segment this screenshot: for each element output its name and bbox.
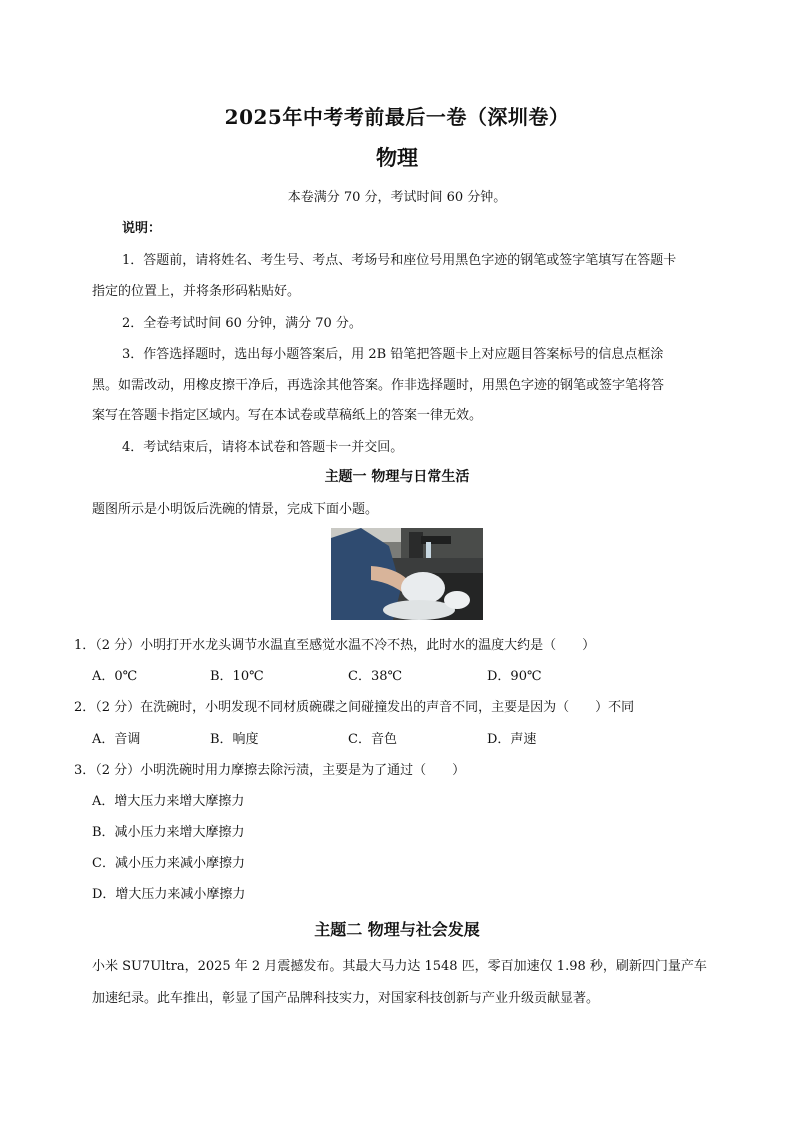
topic-2-paragraph-line: 小米 SU7Ultra，2025 年 2 月震撼发布。其最大马力达 1548 匹，零百加速仅 1.98 秒，刷新四门量产车 bbox=[92, 959, 707, 974]
instruction-line: 黑。如需改动，用橡皮擦干净后，再选涂其他答案。作非选择题时，用黑色字迹的钢笔或签字笔将答 bbox=[92, 378, 665, 393]
question-3-option-d[interactable]: D．增大压力来减小摩擦力 bbox=[92, 887, 246, 902]
question-1-option-a[interactable]: A．0℃ bbox=[92, 669, 138, 684]
instruction-line: 4．考试结束后，请将本试卷和答题卡一并交回。 bbox=[122, 440, 404, 455]
question-3-option-c[interactable]: C．减小压力来减小摩擦力 bbox=[92, 856, 245, 871]
question-1-stem: 1．（2 分）小明打开水龙头调节水温直至感觉水温不冷不热，此时水的温度大约是（ ） bbox=[74, 638, 596, 653]
instruction-line: 案写在答题卡指定区域内。写在本试卷或草稿纸上的答案一律无效。 bbox=[92, 408, 483, 423]
exam-title: 2025年中考考前最后一卷（深圳卷） bbox=[224, 105, 570, 129]
question-2-option-c[interactable]: C．音色 bbox=[348, 732, 397, 747]
question-1-option-c[interactable]: C．38℃ bbox=[348, 669, 403, 684]
washing-dishes-photo bbox=[331, 528, 483, 620]
question-2-option-d[interactable]: D．声速 bbox=[487, 732, 537, 747]
question-3-option-b[interactable]: B．减小压力来增大摩擦力 bbox=[92, 825, 245, 840]
question-3-option-a[interactable]: A．增大压力来增大摩擦力 bbox=[92, 794, 245, 809]
topic-1-intro: 题图所示是小明饭后洗碗的情景，完成下面小题。 bbox=[92, 502, 379, 517]
topic-1-heading: 主题一 物理与日常生活 bbox=[324, 469, 470, 485]
subject-heading: 物理 bbox=[376, 145, 418, 170]
question-2-stem: 2．（2 分）在洗碗时，小明发现不同材质碗碟之间碰撞发出的声音不同，主要是因为（ ）不同 bbox=[74, 700, 635, 715]
question-1-option-b[interactable]: B．10℃ bbox=[210, 669, 264, 684]
question-3-stem: 3．（2 分）小明洗碗时用力摩擦去除污渍，主要是为了通过（ ） bbox=[74, 763, 466, 778]
instruction-line: 3．作答选择题时，选出每小题答案后，用 2B 铅笔把答题卡上对应题目答案标号的信息点框涂 bbox=[122, 347, 664, 362]
question-2-option-a[interactable]: A．音调 bbox=[92, 732, 141, 747]
topic-2-paragraph-line: 加速纪录。此车推出，彰显了国产品牌科技实力，对国家科技创新与产业升级贡献显著。 bbox=[92, 991, 600, 1006]
question-1-option-d[interactable]: D．90℃ bbox=[487, 669, 542, 684]
instructions-label: 说明： bbox=[122, 221, 162, 236]
instruction-line: 指定的位置上，并将条形码粘贴好。 bbox=[92, 284, 301, 299]
instruction-line: 2．全卷考试时间 60 分钟，满分 70 分。 bbox=[122, 316, 362, 331]
instruction-line: 1．答题前，请将姓名、考生号、考点、考场号和座位号用黑色字迹的钢笔或签字笔填写在答题卡 bbox=[122, 253, 677, 268]
topic-2-heading: 主题二 物理与社会发展 bbox=[314, 920, 480, 939]
exam-info: 本卷满分 70 分，考试时间 60 分钟。 bbox=[287, 190, 507, 205]
question-2-option-b[interactable]: B．响度 bbox=[210, 732, 259, 747]
